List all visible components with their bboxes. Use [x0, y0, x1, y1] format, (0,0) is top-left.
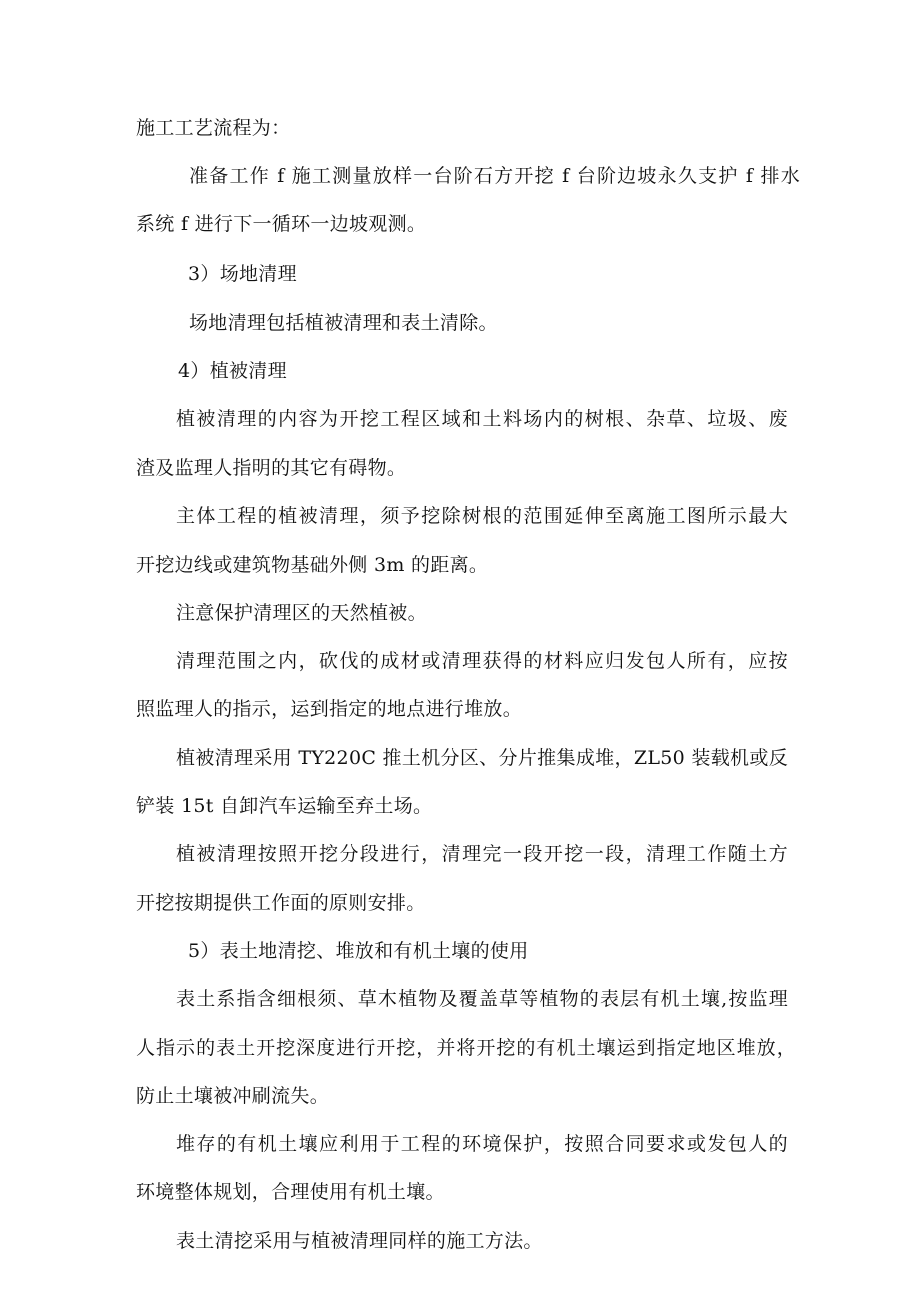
text-line: 表土清挖采用与植被清理同样的施工方法。	[176, 1230, 543, 1252]
text-line: 植被清理的内容为开挖工程区域和土料场内的树根、杂草、垃圾、废	[176, 408, 788, 430]
section-heading: 4）植被清理	[178, 360, 287, 382]
text-line: 植被清理按照开挖分段进行，清理完一段开挖一段，清理工作随土方	[176, 843, 788, 865]
text-line: 施工工艺流程为：	[136, 117, 291, 139]
text-line: 植被清理采用 TY220C 推土机分区、分片推集成堆，ZL50 装载机或反	[176, 747, 788, 769]
text-line: 清理范围之内，砍伐的成材或清理获得的材料应归发包人所有，应按	[176, 650, 788, 672]
text-line: 开挖边线或建筑物基础外侧 3m 的距离。	[136, 554, 489, 576]
text-line: 渣及监理人指明的其它有碍物。	[136, 457, 407, 479]
text-line: 防止土壤被冲刷流失。	[136, 1085, 330, 1107]
text-line: 主体工程的植被清理，须予挖除树根的范围延伸至离施工图所示最大	[176, 505, 788, 527]
text-line: 照监理人的指示，运到指定的地点进行堆放。	[136, 698, 523, 720]
text-line: 人指示的表土开挖深度进行开挖，并将开挖的有机土壤运到指定地区堆放，	[136, 1037, 796, 1059]
text-line: 表土系指含细根须、草木植物及覆盖草等植物的表层有机土壤,按监理	[176, 988, 788, 1010]
section-heading: 5）表土地清挖、堆放和有机土壤的使用	[188, 940, 529, 962]
text-line: 系统 f 进行下一循环一边坡观测。	[136, 213, 427, 235]
text-line: 开挖按期提供工作面的原则安排。	[136, 892, 426, 914]
text-line: 场地清理包括植被清理和表土清除。	[189, 312, 498, 334]
text-line: 铲装 15t 自卸汽车运输至弃土场。	[136, 795, 433, 817]
text-line: 环境整体规划，合理使用有机土壤。	[136, 1181, 445, 1203]
text-line: 堆存的有机土壤应利用于工程的环境保护，按照合同要求或发包人的	[176, 1133, 788, 1155]
text-line: 注意保护清理区的天然植被。	[176, 602, 427, 624]
text-line: 准备工作 f 施工测量放样一台阶石方开挖 f 台阶边坡永久支护 f 排水	[189, 165, 800, 187]
section-heading: 3）场地清理	[188, 263, 297, 285]
